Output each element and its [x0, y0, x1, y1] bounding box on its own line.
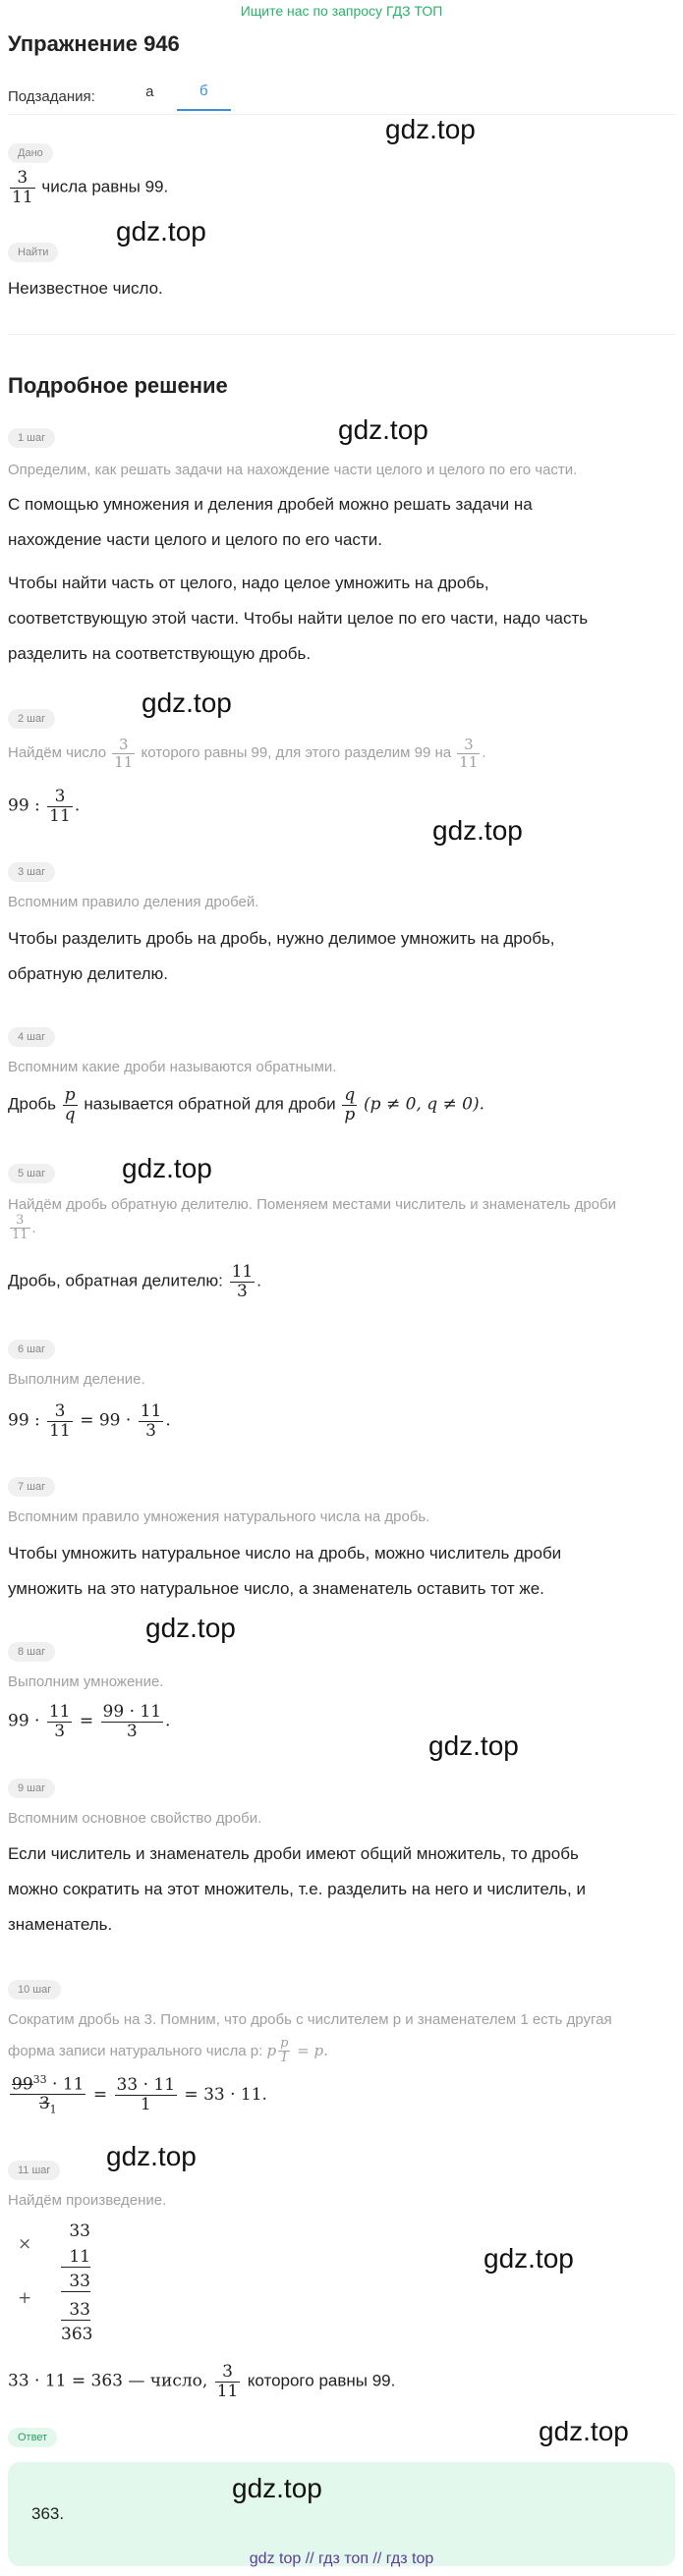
- tab-b[interactable]: б: [177, 82, 231, 111]
- step-10-badge: 10 шаг: [8, 1980, 61, 2000]
- watermark: gdz.top: [145, 1613, 236, 1643]
- step-1-hint: Определим, как решать задачи на нахождение части целого и целого по его части.: [8, 462, 578, 478]
- step-4-cond: (p ≠ 0, q ≠ 0).: [364, 1094, 485, 1115]
- step-2-expr-text: 99 :: [8, 795, 40, 816]
- step-6-expr: 99 : $\frac{3}{11}$ = 99 · $\frac{11}{3}$ .: [8, 1401, 171, 1441]
- step-2-hint-a: Найдём число: [8, 743, 107, 761]
- step-1-text: С помощью умножения и деления дробей можно решать задачи на: [8, 495, 533, 514]
- fraction: $\frac{3}{11}$: [49, 1401, 71, 1441]
- fraction: $\frac{q}{p}$: [344, 1085, 356, 1124]
- answer-value: 363.: [31, 2504, 65, 2523]
- step-1-text: нахождение части целого и целого по его части.: [8, 530, 382, 549]
- step-9-text: можно сократить на этот множитель, т.е. разделить на него и числитель, и: [8, 1880, 586, 1898]
- step-10-expr: $\frac{99^{33} \cdot 11}{3_1}$ = $\frac{33 \cdot 11}{1}$ = 33 · 11.: [12, 2073, 267, 2116]
- fraction: $\frac{99^{33} \cdot 11}{3_1}$: [12, 2073, 85, 2116]
- fraction: $\frac{3}{11}$: [12, 168, 33, 207]
- step-2-expr: 99 : $\frac{3}{11}$ .: [8, 787, 81, 826]
- step-9-badge: 9 шаг: [8, 1779, 55, 1798]
- fraction: $\frac{3}{11}$: [49, 787, 71, 826]
- watermark: gdz.top: [116, 216, 206, 247]
- step-2-hint: Найдём число $\frac{3}{11}$ которого равны 99, для этого разделим 99 на $\frac{3}{11}$ .: [8, 736, 486, 771]
- step-3-text: обратную делителю.: [8, 964, 168, 983]
- watermark: gdz.top: [106, 2141, 197, 2171]
- tab-a[interactable]: а: [145, 83, 154, 100]
- step-7-text: умножить на это натуральное число, а знаменатель оставить тот же.: [8, 1579, 544, 1598]
- step-11-final-b: которого равны 99.: [247, 2371, 396, 2390]
- step-5-hint-frac: $\frac{3}{11}$ .: [12, 1213, 36, 1243]
- fraction: $\frac{11}{3}$: [48, 1702, 71, 1741]
- step-7-badge: 7 шаг: [8, 1477, 55, 1497]
- step-9-hint: Вспомним основное свойство дроби.: [8, 1810, 262, 1827]
- step-4-text-b: называется обратной для дроби: [84, 1094, 336, 1114]
- watermark: gdz.top: [142, 687, 232, 718]
- step-8-expr: 99 · $\frac{11}{3}$ = $\frac{99 \cdot 11}{3}$ .: [8, 1702, 171, 1741]
- watermark: gdz.top: [428, 1730, 519, 1761]
- step-1-badge: 1 шаг: [8, 428, 55, 448]
- step-5-text-label: Дробь, обратная делителю:: [8, 1271, 223, 1290]
- plus-sign: +: [18, 2288, 32, 2308]
- watermark: gdz.top: [232, 2473, 322, 2503]
- divider: [8, 334, 675, 335]
- given-badge: Дано: [8, 143, 53, 163]
- step-5-text: Дробь, обратная делителю: $\frac{11}{3}$ .: [8, 1262, 261, 1301]
- step-10-hint: Сократим дробь на 3. Помним, что дробь с числителем p и знаменателем 1 есть другая: [8, 2011, 612, 2028]
- step-11-badge: 11 шаг: [8, 2161, 60, 2180]
- fraction: $\frac{33 \cdot 11}{1}$: [116, 2075, 176, 2114]
- given-line: [8, 169, 168, 206]
- fraction: $\frac{3}{11}$: [216, 2362, 239, 2401]
- find-badge: Найти: [8, 243, 58, 262]
- step-1-text: разделить на соответствующую дробь.: [8, 644, 312, 663]
- watermark: gdz.top: [122, 1153, 212, 1183]
- subtasks-bar: [8, 82, 231, 111]
- watermark: gdz.top: [338, 414, 428, 445]
- step-4-text-a: Дробь: [8, 1094, 57, 1114]
- step-6-badge: 6 шаг: [8, 1340, 55, 1359]
- fraction: $\frac{3}{11}$: [12, 1213, 28, 1243]
- fraction: $\frac{99 \cdot 11}{3}$: [102, 1702, 162, 1741]
- col-row: 363: [61, 2325, 93, 2344]
- step-10-hint: форма записи натурального числа p: p $\frac{p}{1}$ = p.: [8, 2036, 328, 2066]
- step-8-hint: Выполним умножение.: [8, 1673, 164, 1690]
- given-text: числа равны 99.: [41, 177, 169, 196]
- fraction: $\frac{3}{11}$: [459, 736, 479, 771]
- watermark: gdz.top: [432, 815, 523, 846]
- step-2-badge: 2 шаг: [8, 709, 55, 729]
- col-row: 11: [61, 2247, 90, 2268]
- col-row: 33: [61, 2300, 90, 2321]
- step-4-hint: Вспомним какие дроби называются обратными.: [8, 1059, 337, 1075]
- watermark: gdz.top: [539, 2416, 629, 2446]
- step-11-final: [8, 2363, 395, 2400]
- search-banner[interactable]: Ищите нас по запросу ГДЗ ТОП: [240, 3, 443, 19]
- solution-heading: Подробное решение: [8, 373, 228, 398]
- step-3-badge: 3 шаг: [8, 862, 55, 882]
- step-11-hint: Найдём произведение.: [8, 2192, 167, 2209]
- step-4-badge: 4 шаг: [8, 1027, 55, 1047]
- step-2-hint-b: которого равны 99, для этого разделим 99 на: [141, 743, 452, 761]
- step-8-badge: 8 шаг: [8, 1642, 55, 1662]
- step-7-text: Чтобы умножить натуральное число на дробь, можно числитель дроби: [8, 1544, 562, 1562]
- answer-badge: Ответ: [8, 2428, 57, 2447]
- watermark: gdz.top: [385, 114, 476, 144]
- step-9-text: знаменатель.: [8, 1915, 113, 1934]
- subtasks-label: Подзадания:: [8, 88, 95, 105]
- page-title: Упражнение 946: [8, 31, 180, 56]
- col-row: 33: [69, 2221, 90, 2241]
- step-1-text: соответствующую этой части. Чтобы найти целое по его части, надо часть: [8, 609, 589, 628]
- step-10-hint-b: форма записи натурального числа p:: [8, 2042, 263, 2059]
- footer-links[interactable]: gdz top // гдз топ // гдз top: [249, 2550, 434, 2567]
- watermark: gdz.top: [484, 2243, 574, 2274]
- fraction: $\frac{p}{q}$: [64, 1085, 76, 1124]
- fraction: $\frac{11}{3}$: [140, 1401, 162, 1441]
- step-7-hint: Вспомним правило умножения натурального числа на дробь.: [8, 1508, 430, 1525]
- step-6-hint: Выполним деление.: [8, 1371, 145, 1388]
- step-1-text: Чтобы найти часть от целого, надо целое умножить на дробь,: [8, 574, 489, 592]
- column-multiplication: [61, 2221, 93, 2344]
- multiply-sign: ×: [18, 2234, 32, 2254]
- fraction: $\frac{3}{11}$: [114, 736, 134, 771]
- step-9-text: Если числитель и знаменатель дроби имеют общий множитель, то дробь: [8, 1844, 579, 1863]
- step-11-final-a: 33 · 11 = 363 — число,: [8, 2371, 208, 2391]
- step-4-text: [8, 1086, 484, 1124]
- find-text: Неизвестное число.: [8, 279, 163, 298]
- fraction: $\frac{11}{3}$: [231, 1262, 254, 1301]
- step-5-badge: 5 шаг: [8, 1164, 55, 1183]
- step-3-text: Чтобы разделить дробь на дробь, нужно делимое умножить на дробь,: [8, 929, 555, 948]
- col-row: 33: [61, 2272, 90, 2292]
- step-5-hint: Найдём дробь обратную делителю. Поменяем местами числитель и знаменатель дроби: [8, 1196, 616, 1213]
- tabs-divider: [8, 114, 675, 115]
- step-3-hint: Вспомним правило деления дробей.: [8, 894, 259, 910]
- fraction: $\frac{p}{1}$: [280, 2036, 289, 2066]
